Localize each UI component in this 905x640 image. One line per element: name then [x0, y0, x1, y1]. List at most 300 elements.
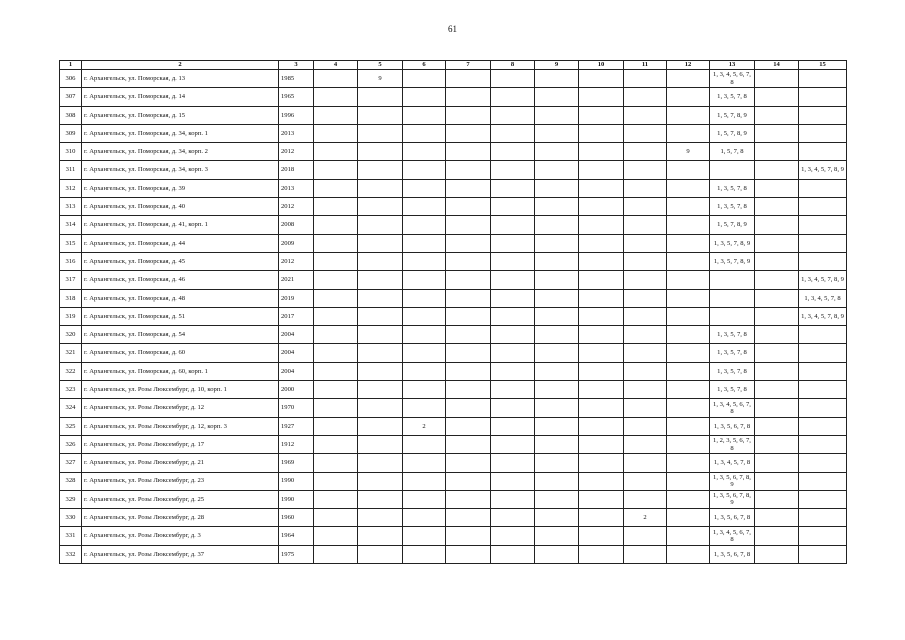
year-built-cell: 2008: [279, 216, 314, 234]
col-10-cell: [579, 252, 624, 270]
col-5-cell: [358, 527, 403, 545]
column-header: 4: [314, 61, 358, 70]
col-6-cell: [403, 106, 446, 124]
row-number-cell: 317: [60, 271, 82, 289]
col-4-cell: [314, 509, 358, 527]
col-14-cell: [755, 509, 799, 527]
col-4-cell: [314, 381, 358, 399]
col-5-cell: [358, 490, 403, 508]
address-cell: г. Архангельск, ул. Поморская, д. 51: [82, 307, 279, 325]
col-14-cell: [755, 70, 799, 88]
year-built-cell: 2017: [279, 307, 314, 325]
col-8-cell: [491, 454, 535, 472]
col-11-cell: [624, 70, 667, 88]
col-13-cell: 1, 5, 7, 8: [710, 143, 755, 161]
col-8-cell: [491, 289, 535, 307]
col-4-cell: [314, 161, 358, 179]
col-10-cell: [579, 435, 624, 453]
col-10-cell: [579, 490, 624, 508]
col-10-cell: [579, 88, 624, 106]
col-8-cell: [491, 179, 535, 197]
col-11-cell: [624, 381, 667, 399]
col-14-cell: [755, 399, 799, 417]
col-11-cell: [624, 527, 667, 545]
col-12-cell: [667, 179, 710, 197]
col-9-cell: [535, 70, 579, 88]
col-15-cell: [799, 472, 847, 490]
table-row: [60, 509, 847, 527]
col-4-cell: [314, 454, 358, 472]
row-number-cell: 308: [60, 106, 82, 124]
col-5-cell: [358, 307, 403, 325]
col-5-cell: [358, 545, 403, 563]
col-8-cell: [491, 198, 535, 216]
col-9-cell: [535, 454, 579, 472]
col-10-cell: [579, 234, 624, 252]
col-9-cell: [535, 106, 579, 124]
col-9-cell: [535, 509, 579, 527]
col-11-cell: [624, 490, 667, 508]
row-number-cell: 306: [60, 70, 82, 88]
table-row: [60, 527, 847, 545]
col-13-cell: 1, 3, 5, 6, 7, 8, 9: [710, 472, 755, 490]
col-15-cell: [799, 381, 847, 399]
col-7-cell: [446, 509, 491, 527]
col-14-cell: [755, 307, 799, 325]
table-row: [60, 381, 847, 399]
col-9-cell: [535, 472, 579, 490]
col-7-cell: [446, 381, 491, 399]
col-11-cell: [624, 454, 667, 472]
col-13-cell: 1, 2, 3, 5, 6, 7, 8: [710, 435, 755, 453]
col-10-cell: [579, 326, 624, 344]
col-7-cell: [446, 417, 491, 435]
col-9-cell: [535, 143, 579, 161]
col-7-cell: [446, 326, 491, 344]
col-15-cell: 1, 3, 4, 5, 7, 8, 9: [799, 161, 847, 179]
col-5-cell: [358, 399, 403, 417]
year-built-cell: 2013: [279, 179, 314, 197]
col-14-cell: [755, 271, 799, 289]
row-number-cell: 318: [60, 289, 82, 307]
col-9-cell: [535, 161, 579, 179]
col-13-cell: 1, 3, 5, 7, 8, 9: [710, 252, 755, 270]
col-15-cell: [799, 454, 847, 472]
col-9-cell: [535, 234, 579, 252]
row-number-cell: 324: [60, 399, 82, 417]
col-12-cell: [667, 216, 710, 234]
col-6-cell: [403, 124, 446, 142]
col-10-cell: [579, 307, 624, 325]
col-7-cell: [446, 106, 491, 124]
column-header: 2: [82, 61, 279, 70]
col-12-cell: [667, 198, 710, 216]
col-7-cell: [446, 399, 491, 417]
col-12-cell: [667, 399, 710, 417]
column-header: 9: [535, 61, 579, 70]
col-14-cell: [755, 124, 799, 142]
col-11-cell: [624, 271, 667, 289]
col-12-cell: [667, 472, 710, 490]
address-cell: г. Архангельск, ул. Поморская, д. 60, корп. 1: [82, 362, 279, 380]
col-13-cell: 1, 3, 5, 7, 8, 9: [710, 234, 755, 252]
col-14-cell: [755, 362, 799, 380]
col-15-cell: [799, 70, 847, 88]
register-table: [59, 60, 847, 564]
year-built-cell: 2004: [279, 326, 314, 344]
col-5-cell: [358, 106, 403, 124]
col-9-cell: [535, 417, 579, 435]
col-4-cell: [314, 198, 358, 216]
col-14-cell: [755, 527, 799, 545]
col-9-cell: [535, 252, 579, 270]
row-number-cell: 327: [60, 454, 82, 472]
column-header: 10: [579, 61, 624, 70]
col-4-cell: [314, 307, 358, 325]
address-cell: г. Архангельск, ул. Розы Люксембург, д. 17: [82, 435, 279, 453]
address-cell: г. Архангельск, ул. Поморская, д. 34, корп. 3: [82, 161, 279, 179]
col-4-cell: [314, 252, 358, 270]
col-9-cell: [535, 490, 579, 508]
address-cell: г. Архангельск, ул. Поморская, д. 44: [82, 234, 279, 252]
col-13-cell: 1, 3, 4, 5, 6, 7, 8: [710, 399, 755, 417]
table-row: [60, 289, 847, 307]
col-15-cell: [799, 362, 847, 380]
row-number-cell: 315: [60, 234, 82, 252]
col-15-cell: 1, 3, 4, 5, 7, 8: [799, 289, 847, 307]
row-number-cell: 330: [60, 509, 82, 527]
year-built-cell: 2012: [279, 252, 314, 270]
address-cell: г. Архангельск, ул. Поморская, д. 45: [82, 252, 279, 270]
col-11-cell: [624, 234, 667, 252]
table-body: [60, 70, 847, 564]
col-13-cell: 1, 5, 7, 8, 9: [710, 216, 755, 234]
col-9-cell: [535, 344, 579, 362]
table-row: [60, 344, 847, 362]
col-9-cell: [535, 289, 579, 307]
col-5-cell: [358, 454, 403, 472]
col-12-cell: 9: [667, 143, 710, 161]
col-8-cell: [491, 527, 535, 545]
table-row: [60, 490, 847, 508]
row-number-cell: 314: [60, 216, 82, 234]
col-11-cell: [624, 435, 667, 453]
row-number-cell: 323: [60, 381, 82, 399]
col-9-cell: [535, 381, 579, 399]
col-6-cell: [403, 88, 446, 106]
address-cell: г. Архангельск, ул. Розы Люксембург, д. 12: [82, 399, 279, 417]
col-8-cell: [491, 509, 535, 527]
column-header: 13: [710, 61, 755, 70]
row-number-cell: 310: [60, 143, 82, 161]
row-number-cell: 329: [60, 490, 82, 508]
table-row: [60, 124, 847, 142]
col-6-cell: 2: [403, 417, 446, 435]
col-10-cell: [579, 179, 624, 197]
year-built-cell: 1975: [279, 545, 314, 563]
year-built-cell: 2009: [279, 234, 314, 252]
table-row: [60, 216, 847, 234]
table-row: [60, 234, 847, 252]
col-13-cell: 1, 3, 5, 6, 7, 8, 9: [710, 490, 755, 508]
col-4-cell: [314, 490, 358, 508]
col-6-cell: [403, 179, 446, 197]
col-15-cell: [799, 88, 847, 106]
address-cell: г. Архангельск, ул. Поморская, д. 46: [82, 271, 279, 289]
address-cell: г. Архангельск, ул. Розы Люксембург, д. 21: [82, 454, 279, 472]
year-built-cell: 1964: [279, 527, 314, 545]
col-7-cell: [446, 545, 491, 563]
col-9-cell: [535, 326, 579, 344]
col-5-cell: [358, 381, 403, 399]
col-8-cell: [491, 216, 535, 234]
col-8-cell: [491, 326, 535, 344]
table-row: [60, 326, 847, 344]
col-6-cell: [403, 454, 446, 472]
year-built-cell: 2019: [279, 289, 314, 307]
column-header: 7: [446, 61, 491, 70]
year-built-cell: 2004: [279, 344, 314, 362]
col-14-cell: [755, 289, 799, 307]
col-4-cell: [314, 344, 358, 362]
col-7-cell: [446, 143, 491, 161]
col-13-cell: 1, 3, 4, 5, 6, 7, 8: [710, 70, 755, 88]
address-cell: г. Архангельск, ул. Поморская, д. 39: [82, 179, 279, 197]
col-6-cell: [403, 362, 446, 380]
col-13-cell: 1, 3, 5, 7, 8: [710, 381, 755, 399]
column-header: 5: [358, 61, 403, 70]
year-built-cell: 2018: [279, 161, 314, 179]
col-7-cell: [446, 344, 491, 362]
col-13-cell: [710, 307, 755, 325]
col-15-cell: [799, 326, 847, 344]
col-10-cell: [579, 527, 624, 545]
col-5-cell: [358, 326, 403, 344]
year-built-cell: 2012: [279, 143, 314, 161]
col-9-cell: [535, 527, 579, 545]
col-4-cell: [314, 216, 358, 234]
col-11-cell: [624, 417, 667, 435]
col-10-cell: [579, 161, 624, 179]
col-6-cell: [403, 307, 446, 325]
col-12-cell: [667, 362, 710, 380]
col-11-cell: [624, 216, 667, 234]
table-row: [60, 106, 847, 124]
column-header: 1: [60, 61, 82, 70]
col-8-cell: [491, 417, 535, 435]
col-4-cell: [314, 143, 358, 161]
col-8-cell: [491, 435, 535, 453]
col-13-cell: 1, 3, 5, 7, 8: [710, 362, 755, 380]
col-10-cell: [579, 124, 624, 142]
col-12-cell: [667, 381, 710, 399]
table-row: [60, 399, 847, 417]
col-10-cell: [579, 216, 624, 234]
col-8-cell: [491, 271, 535, 289]
col-9-cell: [535, 179, 579, 197]
year-built-cell: 1912: [279, 435, 314, 453]
address-cell: г. Архангельск, ул. Розы Люксембург, д. 10, корп. 1: [82, 381, 279, 399]
col-13-cell: 1, 5, 7, 8, 9: [710, 106, 755, 124]
col-6-cell: [403, 234, 446, 252]
col-4-cell: [314, 179, 358, 197]
col-4-cell: [314, 417, 358, 435]
col-11-cell: [624, 179, 667, 197]
col-7-cell: [446, 234, 491, 252]
col-14-cell: [755, 490, 799, 508]
col-13-cell: 1, 5, 7, 8, 9: [710, 124, 755, 142]
column-header: 6: [403, 61, 446, 70]
col-11-cell: [624, 399, 667, 417]
col-11-cell: [624, 198, 667, 216]
col-11-cell: [624, 106, 667, 124]
col-6-cell: [403, 381, 446, 399]
col-14-cell: [755, 454, 799, 472]
col-13-cell: 1, 3, 5, 7, 8: [710, 179, 755, 197]
col-5-cell: [358, 88, 403, 106]
table-row: [60, 417, 847, 435]
row-number-cell: 328: [60, 472, 82, 490]
col-7-cell: [446, 124, 491, 142]
col-10-cell: [579, 143, 624, 161]
row-number-cell: 325: [60, 417, 82, 435]
col-7-cell: [446, 271, 491, 289]
col-15-cell: [799, 527, 847, 545]
header-row: [60, 61, 847, 70]
col-9-cell: [535, 271, 579, 289]
col-15-cell: [799, 143, 847, 161]
address-cell: г. Архангельск, ул. Поморская, д. 34, корп. 1: [82, 124, 279, 142]
col-15-cell: [799, 490, 847, 508]
col-10-cell: [579, 545, 624, 563]
col-12-cell: [667, 106, 710, 124]
col-15-cell: [799, 124, 847, 142]
col-12-cell: [667, 509, 710, 527]
row-number-cell: 312: [60, 179, 82, 197]
year-built-cell: 2004: [279, 362, 314, 380]
address-cell: г. Архангельск, ул. Розы Люксембург, д. 25: [82, 490, 279, 508]
table-row: [60, 362, 847, 380]
col-7-cell: [446, 179, 491, 197]
col-10-cell: [579, 472, 624, 490]
year-built-cell: 1960: [279, 509, 314, 527]
col-10-cell: [579, 454, 624, 472]
col-8-cell: [491, 344, 535, 362]
col-7-cell: [446, 490, 491, 508]
col-13-cell: 1, 3, 5, 7, 8: [710, 326, 755, 344]
row-number-cell: 311: [60, 161, 82, 179]
col-10-cell: [579, 271, 624, 289]
col-12-cell: [667, 490, 710, 508]
col-8-cell: [491, 88, 535, 106]
col-14-cell: [755, 88, 799, 106]
col-8-cell: [491, 124, 535, 142]
col-6-cell: [403, 252, 446, 270]
col-13-cell: [710, 289, 755, 307]
col-8-cell: [491, 399, 535, 417]
col-14-cell: [755, 216, 799, 234]
col-7-cell: [446, 472, 491, 490]
col-4-cell: [314, 362, 358, 380]
col-15-cell: [799, 198, 847, 216]
address-cell: г. Архангельск, ул. Поморская, д. 14: [82, 88, 279, 106]
col-8-cell: [491, 472, 535, 490]
year-built-cell: 1996: [279, 106, 314, 124]
col-8-cell: [491, 545, 535, 563]
col-15-cell: [799, 106, 847, 124]
table-row: [60, 454, 847, 472]
year-built-cell: 2021: [279, 271, 314, 289]
col-6-cell: [403, 326, 446, 344]
col-6-cell: [403, 435, 446, 453]
col-4-cell: [314, 326, 358, 344]
col-7-cell: [446, 252, 491, 270]
col-4-cell: [314, 472, 358, 490]
table-row: [60, 179, 847, 197]
col-7-cell: [446, 216, 491, 234]
address-cell: г. Архангельск, ул. Розы Люксембург, д. 37: [82, 545, 279, 563]
table-row: [60, 70, 847, 88]
col-12-cell: [667, 252, 710, 270]
col-9-cell: [535, 198, 579, 216]
col-8-cell: [491, 252, 535, 270]
address-cell: г. Архангельск, ул. Поморская, д. 15: [82, 106, 279, 124]
col-11-cell: [624, 326, 667, 344]
col-10-cell: [579, 344, 624, 362]
col-5-cell: [358, 435, 403, 453]
col-7-cell: [446, 454, 491, 472]
col-8-cell: [491, 490, 535, 508]
col-14-cell: [755, 198, 799, 216]
col-6-cell: [403, 216, 446, 234]
table-row: [60, 88, 847, 106]
col-9-cell: [535, 88, 579, 106]
col-14-cell: [755, 435, 799, 453]
col-10-cell: [579, 198, 624, 216]
col-12-cell: [667, 454, 710, 472]
col-12-cell: [667, 289, 710, 307]
year-built-cell: 1969: [279, 454, 314, 472]
col-15-cell: [799, 179, 847, 197]
year-built-cell: 2013: [279, 124, 314, 142]
col-12-cell: [667, 307, 710, 325]
col-5-cell: [358, 252, 403, 270]
col-8-cell: [491, 381, 535, 399]
col-8-cell: [491, 106, 535, 124]
col-9-cell: [535, 435, 579, 453]
col-10-cell: [579, 70, 624, 88]
col-12-cell: [667, 326, 710, 344]
address-cell: г. Архангельск, ул. Поморская, д. 48: [82, 289, 279, 307]
address-cell: г. Архангельск, ул. Поморская, д. 60: [82, 344, 279, 362]
column-header: 12: [667, 61, 710, 70]
col-6-cell: [403, 143, 446, 161]
col-12-cell: [667, 124, 710, 142]
col-6-cell: [403, 472, 446, 490]
col-5-cell: [358, 344, 403, 362]
col-5-cell: [358, 362, 403, 380]
col-5-cell: [358, 198, 403, 216]
col-15-cell: [799, 216, 847, 234]
col-14-cell: [755, 234, 799, 252]
row-number-cell: 322: [60, 362, 82, 380]
col-5-cell: [358, 143, 403, 161]
col-13-cell: 1, 3, 5, 7, 8: [710, 344, 755, 362]
col-6-cell: [403, 70, 446, 88]
col-15-cell: [799, 545, 847, 563]
address-cell: г. Архангельск, ул. Поморская, д. 54: [82, 326, 279, 344]
col-7-cell: [446, 88, 491, 106]
